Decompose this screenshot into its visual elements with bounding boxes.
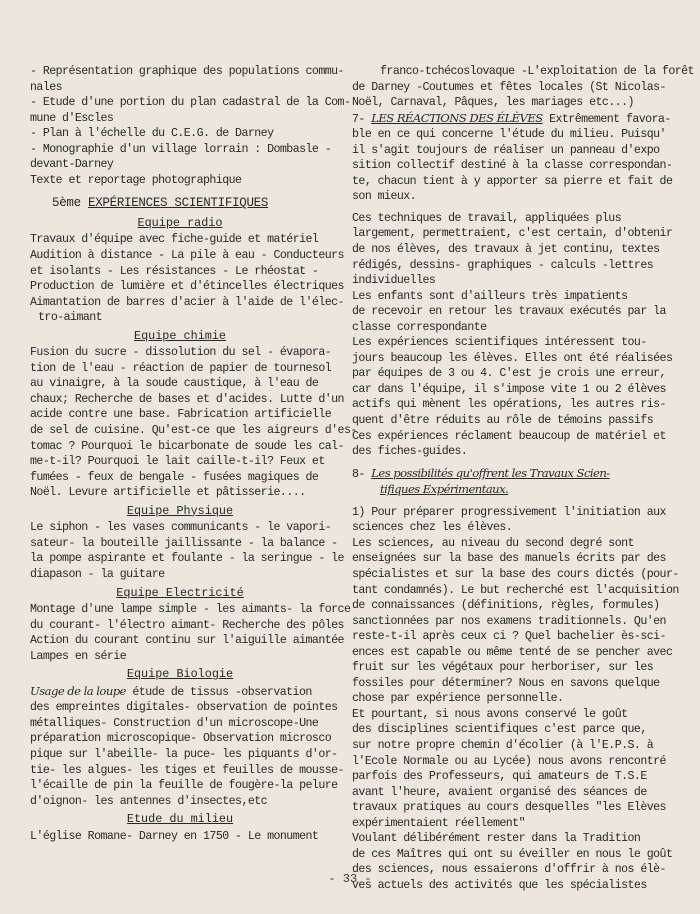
text-line: me-t-il? Pourquoi le lait caille-t-il? Feux et <box>30 455 325 469</box>
subheading-electricite: Equipe Electricité <box>116 585 244 600</box>
text-line: Voulant délibérément rester dans la Tradition <box>352 832 641 846</box>
subheading-biologie: Equipe Biologie <box>126 667 234 682</box>
text-line: préparation microscopique- Observation microsco <box>30 732 332 746</box>
paragraph <box>352 707 678 831</box>
text-line: te, chacun tient à y apporter sa pierre et fait de <box>352 174 673 188</box>
paragraph <box>352 211 678 289</box>
text-line: la pompe aspirante et foulante - la seringue - le <box>30 552 344 566</box>
section-number: 5ème <box>52 196 81 211</box>
text-line: spécialistes et sur la base des cours dictés (pour- <box>352 567 679 581</box>
text-line: Les sciences, au niveau du second degré sont <box>352 536 634 550</box>
text-line: Production de lumière et d'étincelles électriques <box>30 280 344 294</box>
text-line: sanctionnées par nos examens traditionnels. Qu'en <box>352 614 666 628</box>
text-line: ves actuels des activités que les spécialistes <box>352 878 647 892</box>
text-line: tion de l'eau - réaction de papier de tournesol <box>30 361 332 375</box>
text-line: fossiles pour déterminer? Nous en savons quelque <box>352 676 660 690</box>
section-title: LES RÉACTIONS DES ÉLÈVES <box>371 110 543 125</box>
physique-paragraph <box>30 520 344 582</box>
text-line: 8- Les possibilités qu'offrent les Travaux Scien- <box>352 465 610 481</box>
text-line: tie- les algues- les tiges et feuilles de mousse- <box>30 763 344 777</box>
text-line: l'Ecole Normale ou au Lycée) nous avons rencontré <box>352 754 666 768</box>
subheading-radio: Equipe radio <box>137 215 223 230</box>
text-line: Et pourtant, si nous avons conservé le goût <box>352 707 628 721</box>
text-line: classe correspondante <box>352 320 487 334</box>
text-line: Les expériences scientifiques intéressent tou- <box>352 336 647 350</box>
text-line: sur notre propre chemin d'écolier (à l'E.P.S. à <box>352 738 654 752</box>
text-line: Ces expériences réclament beaucoup de matériel et <box>352 429 666 443</box>
radio-paragraph <box>30 232 344 325</box>
text-line: chaux; Recherche de bases et d'acides. Lutte d'un <box>30 392 344 406</box>
text-line: ences est capable ou même tenté de se pencher avec <box>352 645 673 659</box>
text-line: franco-tchécoslovaque -L'exploitation de la forêt <box>380 65 694 78</box>
text-line: Ces techniques de travail, appliquées plus <box>352 211 622 225</box>
text-line: - Plan à l'échelle du C.E.G. de Darney <box>30 127 274 141</box>
text-line: nales <box>30 80 63 94</box>
text-line: et isolants - Les résistances - Le rhéostat - <box>30 264 319 278</box>
milieu-paragraph <box>30 829 330 845</box>
text-line: enseignées sur la base des manuels écrits par des <box>352 552 666 566</box>
text-line: Montage d'une lampe simple - les aimants- la force <box>30 603 351 617</box>
text-line: Fusion du sucre - dissolution du sel - évapora- <box>30 346 332 360</box>
text-line: acide contre une base. Fabrication artificielle <box>30 408 332 422</box>
text-line: Action du courant continu sur l'aiguille aimantée <box>30 634 344 648</box>
subheading-chimie: Equipe chimie <box>133 328 227 343</box>
text-line: de Darney -Coutumes et fêtes locales (St Nicolas- <box>352 80 666 94</box>
text-line: sition collectif destiné à la classe correspondan- <box>352 159 673 173</box>
text-line: sateur- la bouteille jaillissante - la balance - <box>30 536 338 550</box>
text-line: de sel de cuisine. Qu'est-ce que les aigreurs d'es- <box>30 424 357 438</box>
text-line: d'oignon- les antennes d'insectes,etc <box>30 794 268 808</box>
text-line: métalliques- Construction d'un microscope-Une <box>30 716 319 730</box>
text-line: car dans l'équipe, il s'impose vite 1 ou 2 élèves <box>352 382 666 396</box>
text-line: devant-Darney <box>30 158 114 172</box>
section-8-heading <box>352 466 678 499</box>
right-column <box>352 64 694 893</box>
page-number: - 33 - <box>328 872 372 886</box>
text-line: son mieux. <box>352 190 417 204</box>
text-line: avant l'heure, avaient organisé des séances de <box>352 785 647 799</box>
text-line: ble en ce qui concerne l'étude du milieu. Puisqu' <box>352 128 666 142</box>
text-line: sciences chez les élèves. <box>352 521 513 535</box>
text-line: Le siphon - les vases communicants - le vapori- <box>30 521 332 535</box>
text-line: Travaux d'équipe avec fiche-guide et matériel <box>30 233 319 247</box>
subheading-milieu: Etude du milieu <box>126 812 234 827</box>
section-heading-5 <box>52 196 330 212</box>
paragraph <box>352 289 678 336</box>
text-line: L'église Romane- Darney en 1750 - Le monument <box>30 829 319 843</box>
text-line: Noël, Carnaval, Pâques, les mariages etc...) <box>352 96 634 110</box>
text-line: rédigés, dessins- graphiques - calculs -lettres <box>352 258 654 272</box>
text-line: Usage de la loupe étude de tissus -observation <box>30 683 312 699</box>
text-line: largement, permettraient, c'est certain, d'obtenir <box>352 227 673 241</box>
text-line: mune d'Escles <box>30 111 114 125</box>
section-heading-7: 7- LES RÉACTIONS DES ÉLÈVES Extrêmement favora- <box>352 110 671 126</box>
text-line: tomac ? Pourquoi le bicarbonate de soude les cal- <box>30 439 344 453</box>
text-line: au vinaigre, à la soude caustique, à l'eau de <box>30 377 319 391</box>
intro-list <box>30 64 351 188</box>
text-line: actifs qui mènent les opérations, les autres ris- <box>352 398 666 412</box>
text-line: pique sur l'abeille- la puce- les piquants d'or- <box>30 747 338 761</box>
text-line: fumées - feux de bengale - fusées magiques de <box>30 470 319 484</box>
chimie-paragraph <box>30 345 357 500</box>
text-line: fruit sur les végétaux pour herboriser, sur les <box>352 661 654 675</box>
text-line: il s'agit toujours de réaliser un panneau d'expo <box>352 143 660 157</box>
text-line: du courant- l'électro aimant- Recherche des pôles <box>30 618 344 632</box>
text-line: de ces Maîtres qui ont su éveiller en nous le goût <box>352 847 673 861</box>
text-line <box>352 482 678 499</box>
biologie-paragraph <box>30 683 344 809</box>
section-title: EXPÉRIENCES SCIENTIFIQUES <box>88 196 269 211</box>
text-line: reste-t-il après ceux ci ? Quel bachelier ès-sci- <box>352 630 666 644</box>
text-line: chose par expérience personnelle. <box>352 692 564 706</box>
text-line: quent d'être réduits au rôle de témoins passifs <box>352 414 654 428</box>
paragraph <box>352 335 678 459</box>
text-line: par équipes de 3 ou 4. C'est je crois une erreur, <box>352 367 666 381</box>
text-line: expérimentaient réellement" <box>352 816 525 830</box>
paragraph <box>352 536 678 707</box>
text-line: des fiches-guides. <box>352 445 468 459</box>
text-line: - Monographie d'un village lorrain : Dombasle - <box>30 142 332 156</box>
continuation-paragraph <box>352 64 694 111</box>
text-line: diapason - la guitare <box>30 567 165 581</box>
text-line: Texte et reportage photographique <box>30 173 242 187</box>
electricite-paragraph <box>30 602 351 664</box>
text-line: jours beaucoup les élèves. Elles ont été réalisées <box>352 351 673 365</box>
text-line: l'écaille de pin la feuille de fougère-la pelure <box>30 779 338 793</box>
section-title: Les possibilités qu'offrent les Travaux Scien- <box>371 465 610 480</box>
section-7 <box>352 111 678 205</box>
text-line: - Représentation graphique des populations commu- <box>30 65 344 78</box>
text-line: Les enfants sont d'ailleurs très impatients <box>352 289 628 303</box>
text-line: Noël. Levure artificielle et pâtisserie.... <box>30 486 306 500</box>
text-line: de nos élèves, des travaux à jet continu, textes <box>352 243 660 257</box>
text-line: Lampes en série <box>30 649 127 663</box>
text-line: parfois des Professeurs, qui amateurs de T.S.E <box>352 770 647 784</box>
text-line: des sciences, nous essaierons d'offrir à nos élè- <box>352 863 666 877</box>
subheading-physique: Equipe Physique <box>126 503 234 518</box>
text-line: tant condamnés). Le but recherché est l'acquisition <box>352 583 679 597</box>
text-line: tro-aimant <box>38 311 103 325</box>
text-line: de connaissances (définitions, règles, formules) <box>352 599 660 613</box>
text-line: Aimantation de barres d'acier à l'aide de l'élec- <box>30 295 344 309</box>
text-line: individuelles <box>352 274 436 288</box>
left-column <box>30 64 357 844</box>
text-line: des empreintes digitales- observation de pointes <box>30 701 338 715</box>
text-line: des disciplines scientifiques c'est parce que, <box>352 723 647 737</box>
text-line: 1) Pour préparer progressivement l'initiation aux <box>352 505 666 519</box>
text-line: de recevoir en retour les travaux exécutés par la <box>352 305 666 319</box>
text-line: Audition à distance - La pile à eau - Conducteurs <box>30 249 344 263</box>
paragraph <box>352 505 678 536</box>
section-title-cont: tifiques Expérimentaux. <box>380 482 509 497</box>
text-line: - Etude d'une portion du plan cadastral de la Com- <box>30 96 351 110</box>
text-line: travaux pratiques au cours desquelles "les Elèves <box>352 801 666 815</box>
italic-phrase: Usage de la loupe <box>30 683 126 698</box>
